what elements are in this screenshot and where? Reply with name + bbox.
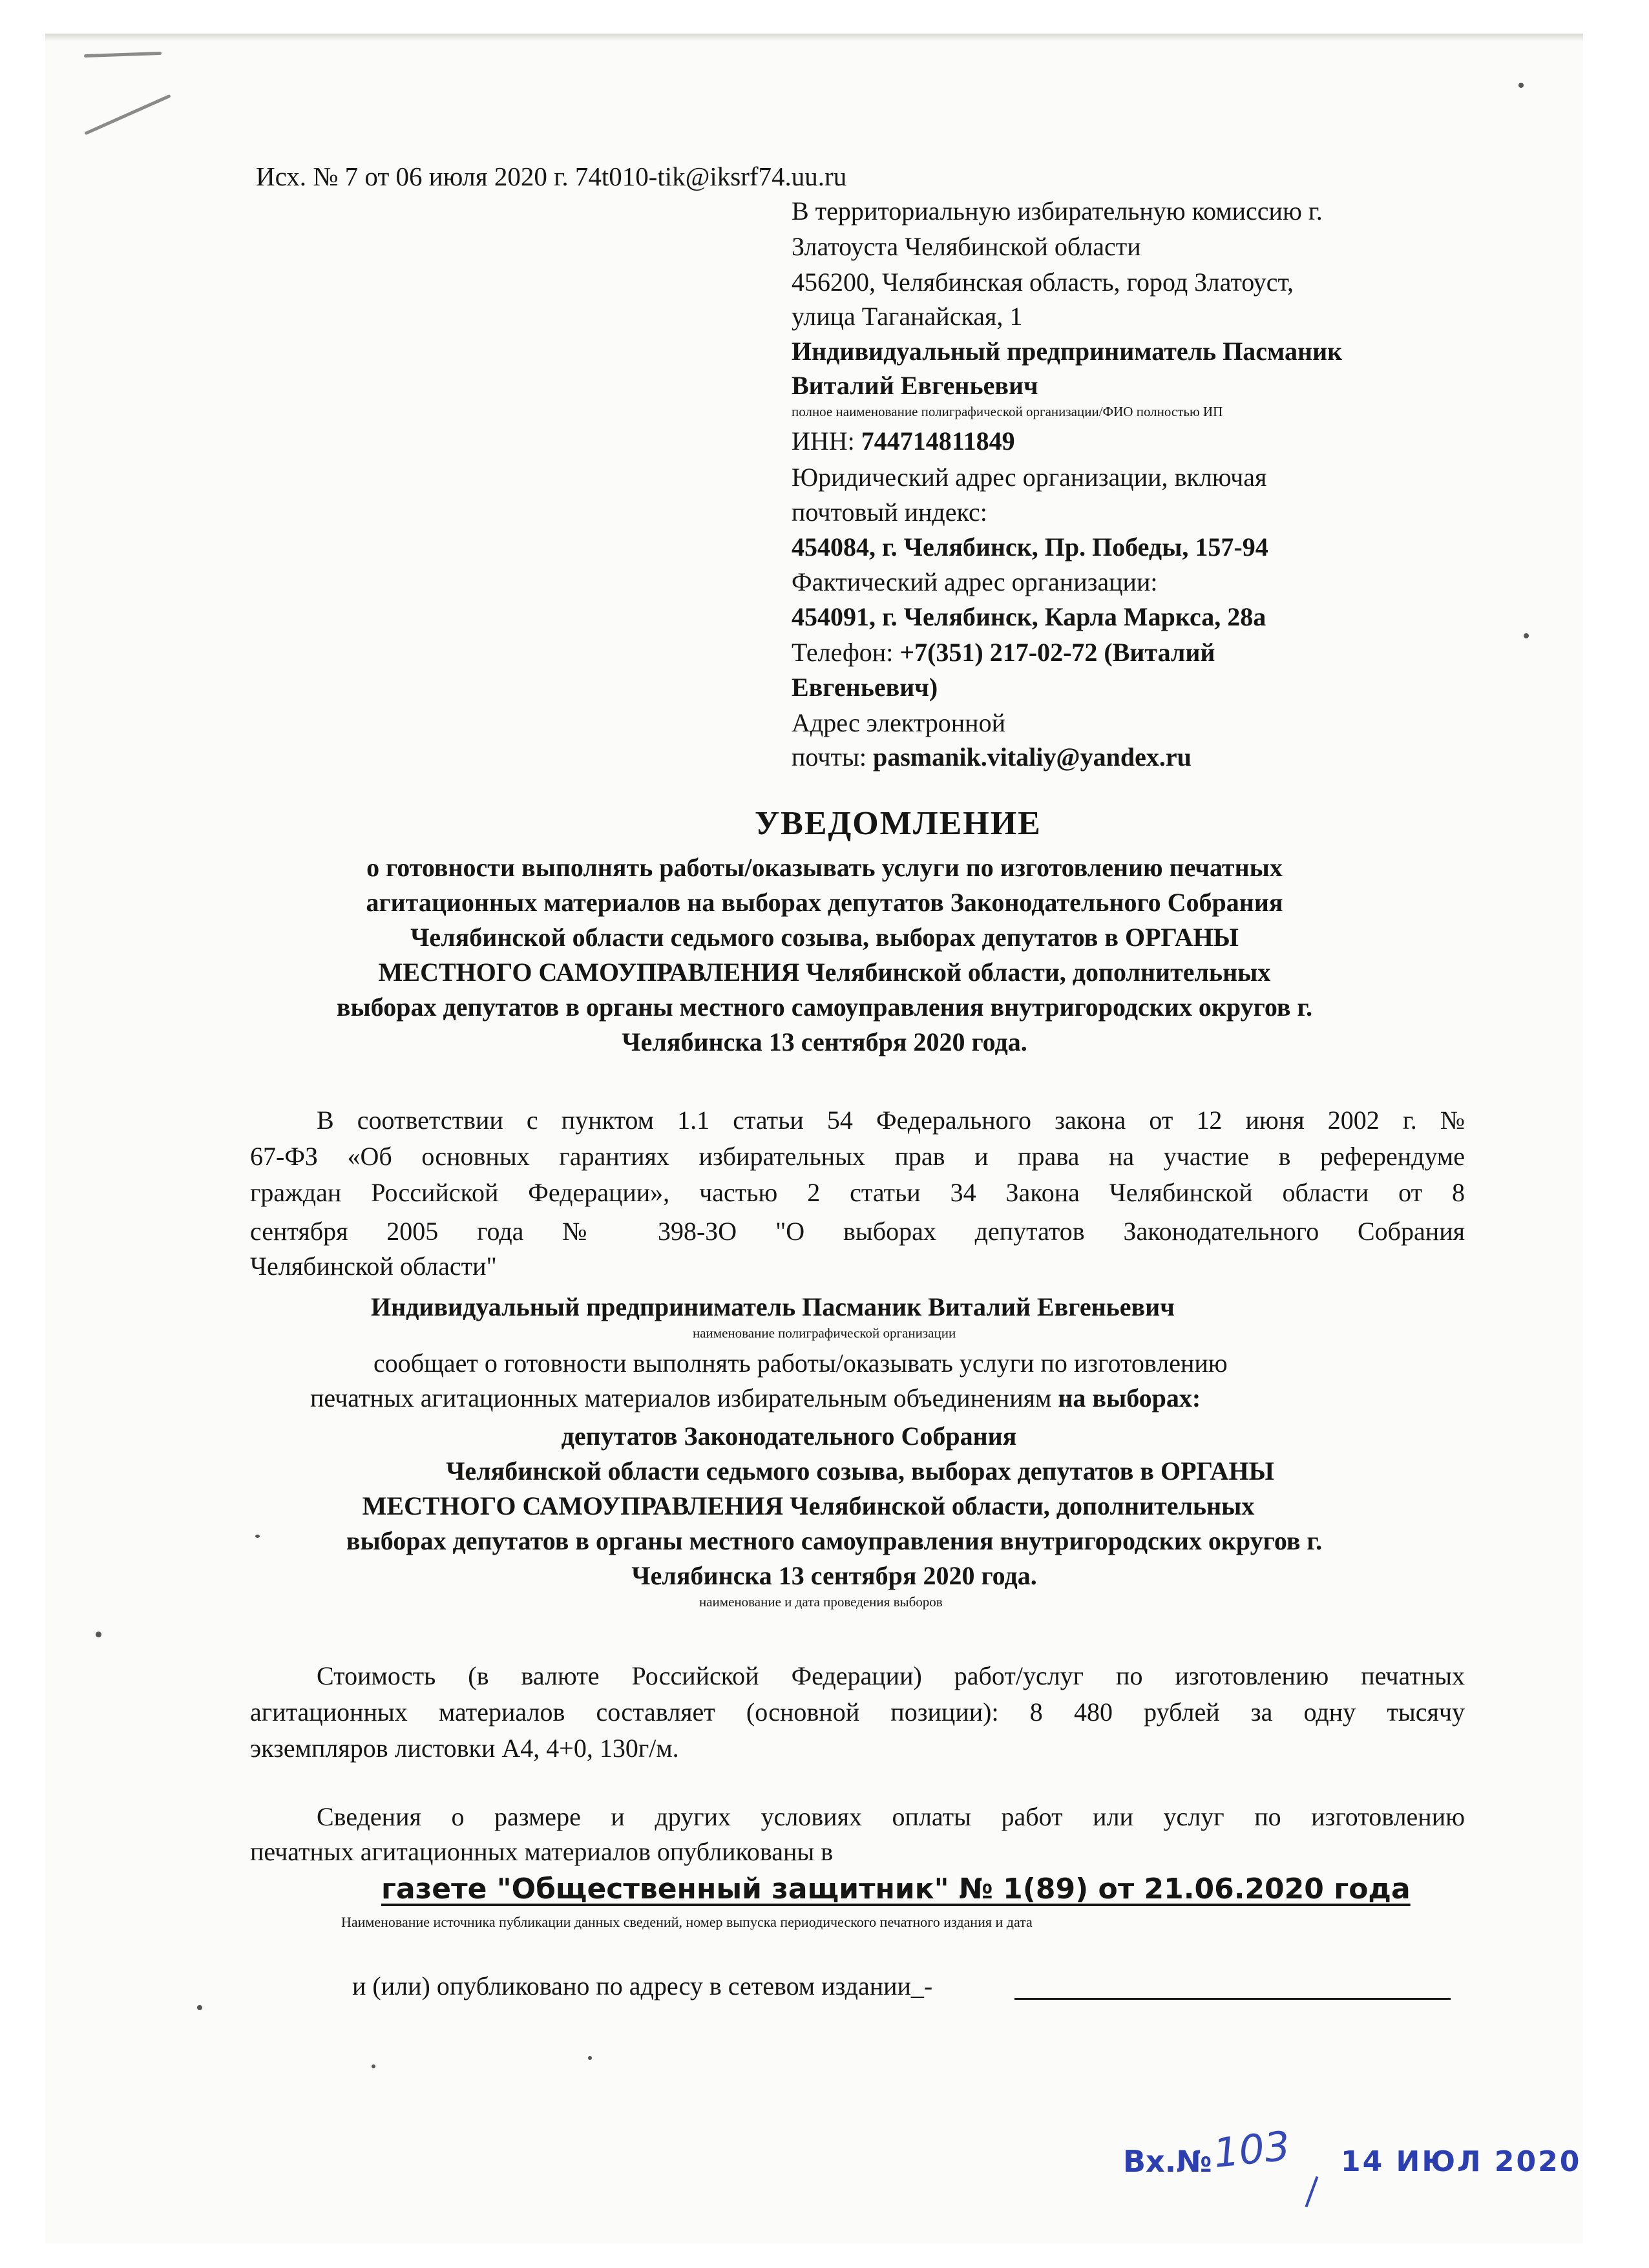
paragraph-line: Сведения о размере и других условиях оплаты работ или услуг по изготовлению <box>317 1802 1465 1831</box>
stamp-handwritten-number: 103 <box>1211 2122 1292 2177</box>
email-label: Адрес электронной <box>792 708 1005 737</box>
election-line: депутатов Законодательного Собрания <box>561 1422 1017 1451</box>
paragraph-line: Стоимость (в валюте Российской Федерации) работ/услуг по изготовлению печатных <box>317 1661 1465 1690</box>
election-line: Челябинска 13 сентября 2020 года. <box>631 1561 1037 1590</box>
notice-text: печатных агитационных материалов избирательным объединениям <box>310 1383 1058 1412</box>
stamp-label: Вх.№ <box>1123 2144 1212 2179</box>
election-line: Челябинской области седьмого созыва, выборах депутатов в ОРГАНЫ <box>446 1456 1274 1486</box>
scan-speck <box>197 2005 202 2010</box>
online-publication-blank <box>1014 1998 1451 2000</box>
scan-speck <box>588 2056 592 2060</box>
phone-line <box>792 635 1215 670</box>
organization-name: Индивидуальный предприниматель Пасманик Виталий Евгеньевич <box>371 1292 1175 1321</box>
email-line <box>792 740 1192 775</box>
recipient-line: В территориальную избирательную комиссию г. <box>792 196 1323 226</box>
recipient-line: улица Таганайская, 1 <box>792 302 1023 331</box>
inn-line <box>792 424 1015 459</box>
actual-address-label: Фактический адрес организации: <box>792 567 1158 596</box>
legal-address-label: Юридический адрес организации, включая <box>792 463 1267 492</box>
phone-value: +7(351) 217-02-72 (Виталий <box>899 638 1215 667</box>
legal-address-label: почтовый индекс: <box>792 498 987 527</box>
heading-line: агитационных материалов на выборах депутатов Законодательного Собрания <box>366 888 1283 917</box>
notice-line: сообщает о готовности выполнять работы/оказывать услуги по изготовлению <box>373 1349 1228 1378</box>
sender-name: Виталий Евгеньевич <box>792 371 1038 400</box>
scan-speck <box>96 1632 101 1637</box>
stamp-date: 14 ИЮЛ 2020 <box>1341 2145 1582 2178</box>
paragraph-line: печатных агитационных материалов опубликованы в <box>250 1837 834 1866</box>
paragraph-line: 67-ФЗ «Об основных гарантиях избирательных прав и права на участие в референдуме <box>250 1142 1465 1171</box>
email-value: pasmanik.vitaliy@yandex.ru <box>872 742 1192 772</box>
election-line: выборах депутатов в органы местного самоуправления внутригородских округов г. <box>346 1526 1323 1555</box>
organization-caption: наименование полиграфической организации <box>693 1325 956 1341</box>
inn-value: 744714811849 <box>861 426 1015 456</box>
outgoing-reference: Исх. № 7 от 06 июля 2020 г. 74t010-tik@iksrf74.uu.ru <box>256 162 847 191</box>
scan-edge-shadow <box>45 34 1583 41</box>
paragraph-line: сентября 2005 года № 398-ЗО "О выборах депутатов Законодательного Собрания <box>250 1217 1465 1246</box>
email-label: почты: <box>792 742 873 772</box>
notice-text-bold: на выборах: <box>1058 1383 1201 1412</box>
actual-address: 454091, г. Челябинск, Карла Маркса, 28а <box>792 602 1266 631</box>
phone-value-cont: Евгеньевич) <box>792 673 938 702</box>
election-caption: наименование и дата проведения выборов <box>699 1594 943 1610</box>
heading-line: Челябинской области седьмого созыва, выборах депутатов в ОРГАНЫ <box>410 923 1239 952</box>
document-title: УВЕДОМЛЕНИЕ <box>755 805 1042 842</box>
paragraph-line: В соответствии с пунктом 1.1 статьи 54 Федерального закона от 12 июня 2002 г. № <box>317 1106 1465 1135</box>
paragraph-line: граждан Российской Федерации», частью 2 статьи 34 Закона Челябинской области от 8 <box>250 1178 1465 1207</box>
heading-line: Челябинска 13 сентября 2020 года. <box>622 1027 1027 1056</box>
phone-label: Телефон: <box>792 638 900 667</box>
scan-speck <box>1518 83 1524 88</box>
inn-label: ИНН: <box>792 426 861 456</box>
heading-line: МЕСТНОГО САМОУПРАВЛЕНИЯ Челябинской области, дополнительных <box>378 958 1271 987</box>
legal-address: 454084, г. Челябинск, Пр. Победы, 157-94 <box>792 532 1268 562</box>
election-line: МЕСТНОГО САМОУПРАВЛЕНИЯ Челябинской области, дополнительных <box>362 1491 1255 1520</box>
heading-line: о готовности выполнять работы/оказывать услуги по изготовлению печатных <box>366 853 1283 882</box>
scan-speck <box>1524 633 1529 638</box>
online-publication-line: и (или) опубликовано по адресу в сетевом издании_- <box>352 1971 933 2000</box>
publication-source: газете "Общественный защитник" № 1(89) от 21.06.2020 года <box>381 1873 1411 1906</box>
sender-name-caption: полное наименование полиграфической организации/ФИО полностью ИП <box>792 404 1223 419</box>
sender-name: Индивидуальный предприниматель Пасманик <box>792 337 1343 366</box>
notice-line <box>310 1380 1201 1416</box>
publication-caption: Наименование источника публикации данных сведений, номер выпуска периодического печатного издания и дата <box>341 1914 1033 1930</box>
heading-line: выборах депутатов в органы местного самоуправления внутригородских округов г. <box>336 992 1313 1022</box>
paragraph-line: Челябинской области" <box>250 1252 497 1281</box>
scan-speck <box>372 2064 375 2068</box>
recipient-line: 456200, Челябинская область, город Златоуст, <box>792 268 1294 297</box>
recipient-line: Златоуста Челябинской области <box>792 232 1141 261</box>
paragraph-line: агитационных материалов составляет (основной позиции): 8 480 рублей за одну тысячу <box>250 1697 1465 1727</box>
paragraph-line: экземпляров листовки А4, 4+0, 130г/м. <box>250 1734 679 1763</box>
